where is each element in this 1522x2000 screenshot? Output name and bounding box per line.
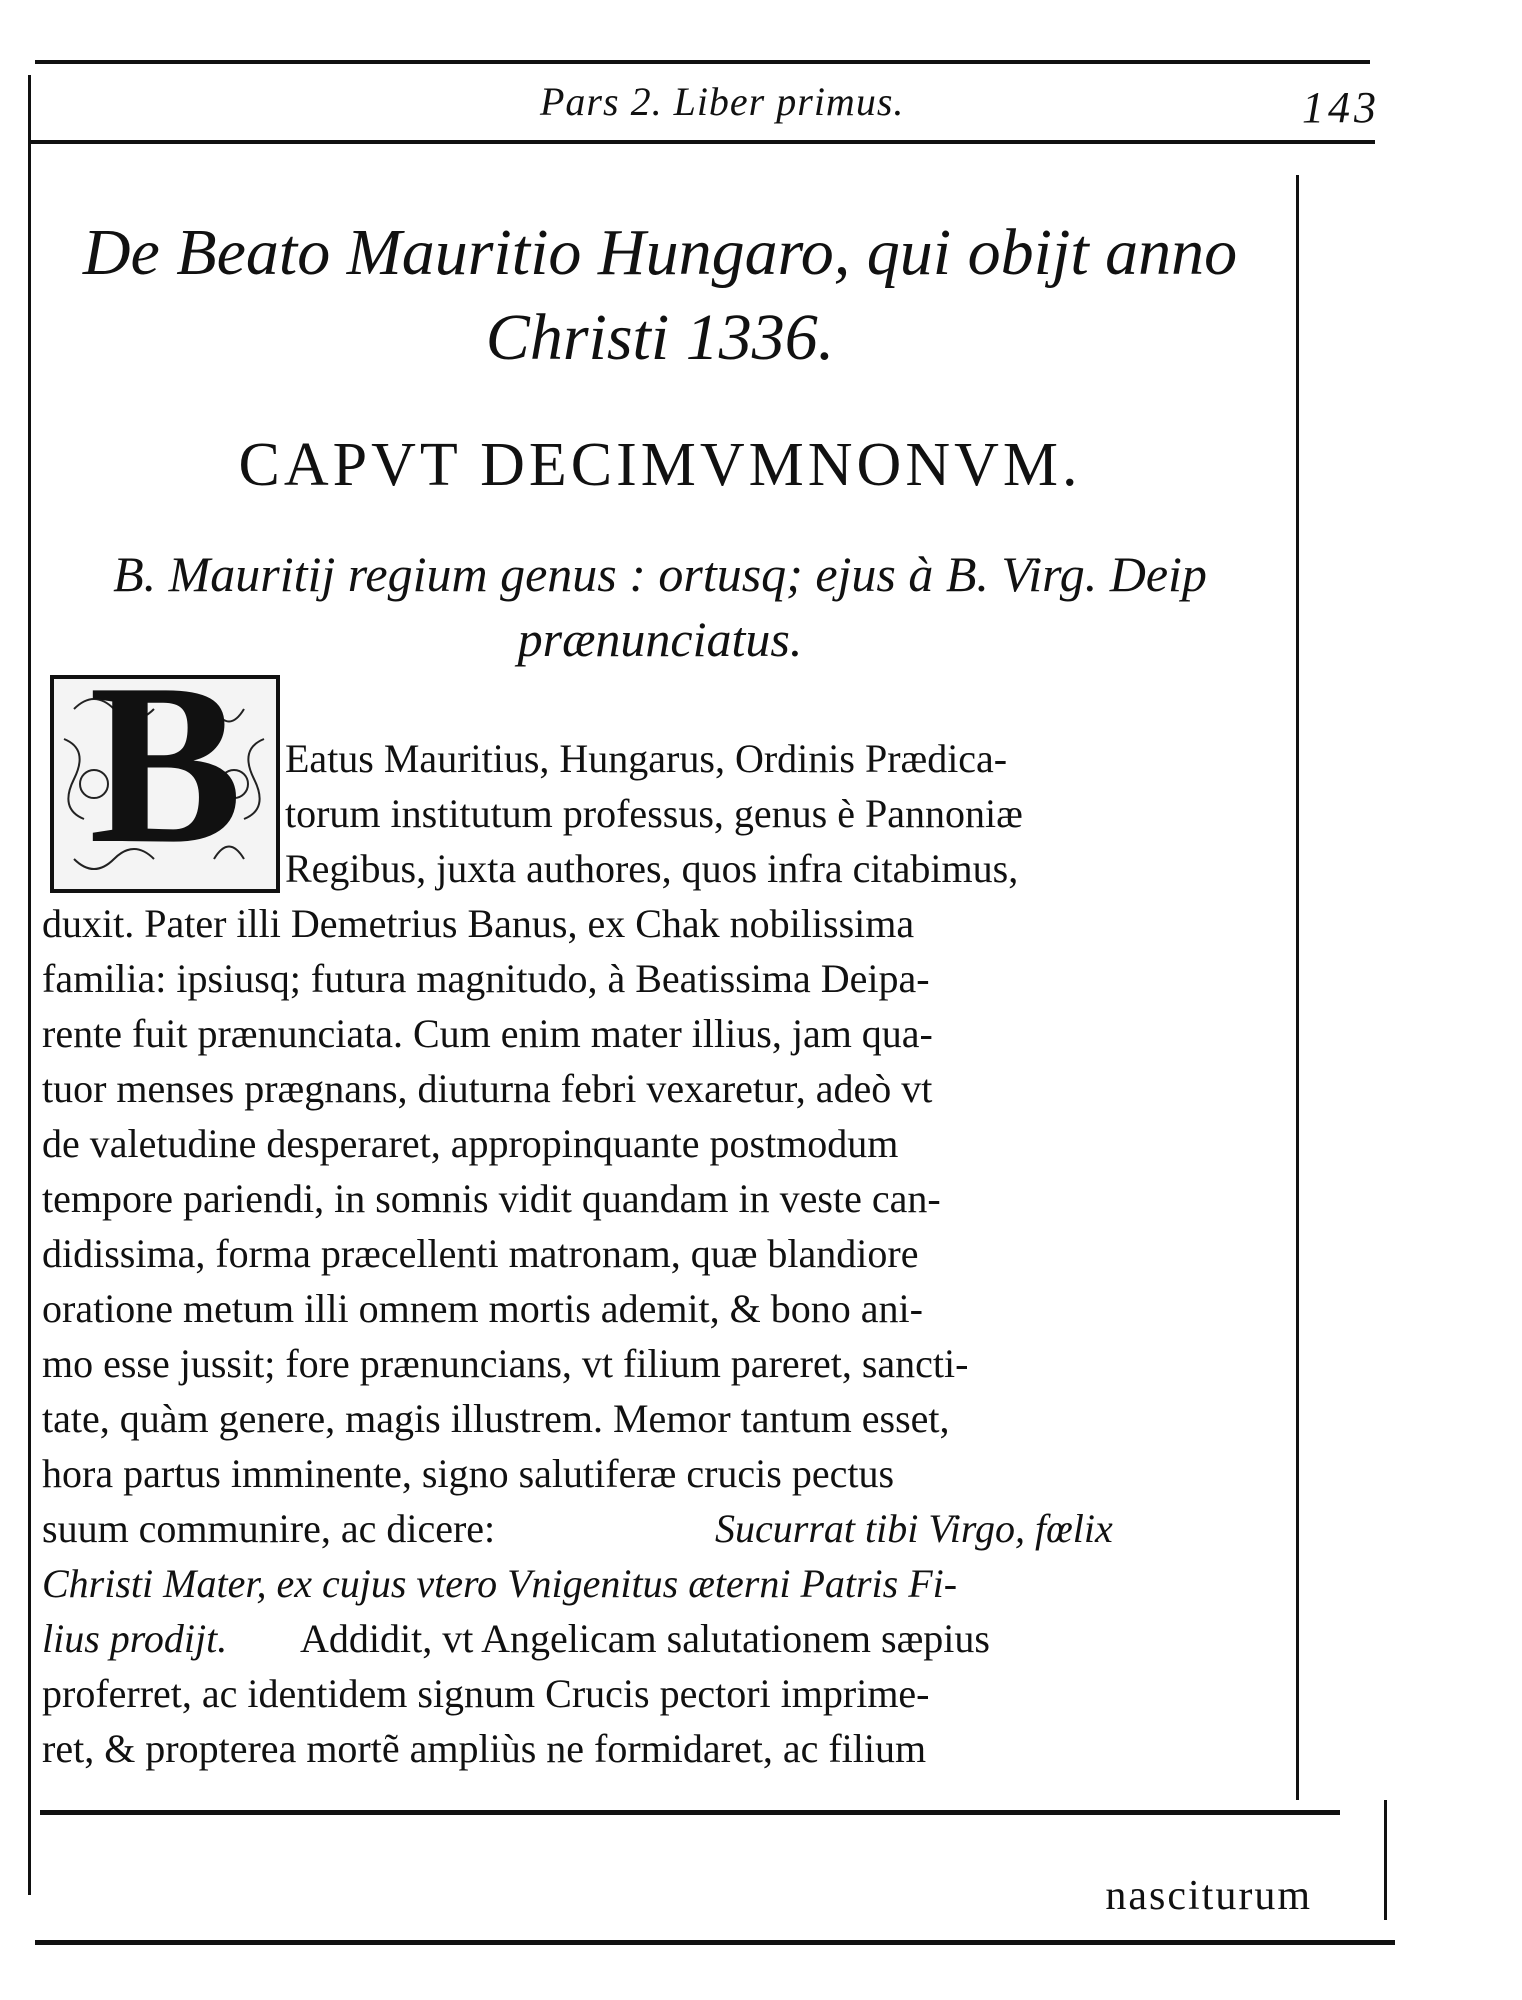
page-number: 143: [1302, 83, 1380, 132]
running-title: Pars 2. Liber primus.: [540, 79, 905, 124]
body-line: tempore pariendi, in somnis vidit quandam in veste can-: [42, 1176, 941, 1221]
body-line: hora partus imminente, signo salutiferæ crucis pectus: [42, 1451, 895, 1496]
dropcap-letter: B: [89, 636, 243, 891]
quotation-text: Sucurrat tibi Virgo, fœlix: [715, 1506, 1113, 1551]
chapter-title-line-1: De Beato Mauritio Hungaro, qui obijt anno: [82, 216, 1238, 289]
chapter-summary-line-2: prænunciatus.: [517, 611, 803, 667]
body-line: de valetudine desperaret, appropinquante postmodum: [42, 1121, 899, 1166]
running-head: [120, 78, 1380, 138]
body-line: tate, quàm genere, magis illustrem. Memor tantum esset,: [42, 1396, 950, 1441]
catchword: nasciturum: [1105, 1873, 1312, 1919]
caput-heading: CAPVT DECIMVMNONVM.: [238, 431, 1082, 499]
decorated-initial: [50, 636, 280, 893]
quotation-text: Christi Mater, ex cujus vtero Vnigenitus æterni Patris Fi-: [42, 1561, 958, 1606]
right-border: [1296, 175, 1299, 1800]
body-line: rente fuit prænunciata. Cum enim mater illius, jam qua-: [42, 1011, 933, 1056]
quotation-text: lius prodijt.: [42, 1616, 228, 1661]
chapter-summary-line-1: B. Mauritij regium genus : ortusq; ejus à B. Virg. Deip: [113, 546, 1207, 602]
body-line: didissima, forma præcellenti matronam, quæ blandiore: [42, 1231, 919, 1276]
head-rule: [30, 140, 1375, 144]
outer-right-border: [1384, 1800, 1387, 1920]
body-line: mo esse jussit; fore prænuncians, vt filium pareret, sancti-: [42, 1341, 969, 1386]
body-line: familia: ipsiusq; futura magnitudo, à Beatissima Deipa-: [42, 956, 930, 1001]
body-line: ret, & propterea mortẽ ampliùs ne formidaret, ac filium: [42, 1726, 927, 1771]
body-line: torum institutum professus, genus è Pannoniæ: [285, 791, 1023, 836]
body-line: oratione metum illi omnem mortis ademit, & bono ani-: [42, 1286, 923, 1331]
top-rule: [35, 60, 1370, 64]
body-line: Regibus, juxta authores, quos infra citabimus,: [285, 846, 1019, 891]
bottom-rule: [40, 1810, 1340, 1815]
chapter-title-line-2: Christi 1336.: [485, 301, 835, 374]
foot-rule: [35, 1940, 1395, 1945]
body-line: duxit. Pater illi Demetrius Banus, ex Chak nobilissima: [42, 901, 915, 946]
body-line: proferret, ac identidem signum Crucis pectori imprime-: [42, 1671, 930, 1716]
body-line: Addidit, vt Angelicam salutationem sæpius: [300, 1616, 990, 1661]
left-border: [28, 75, 31, 1895]
body-line: suum communire, ac dicere:: [42, 1506, 496, 1551]
body-line: tuor menses prægnans, diuturna febri vexaretur, adeò vt: [42, 1066, 933, 1111]
body-line: Eatus Mauritius, Hungarus, Ordinis Prædica-: [285, 736, 1008, 781]
